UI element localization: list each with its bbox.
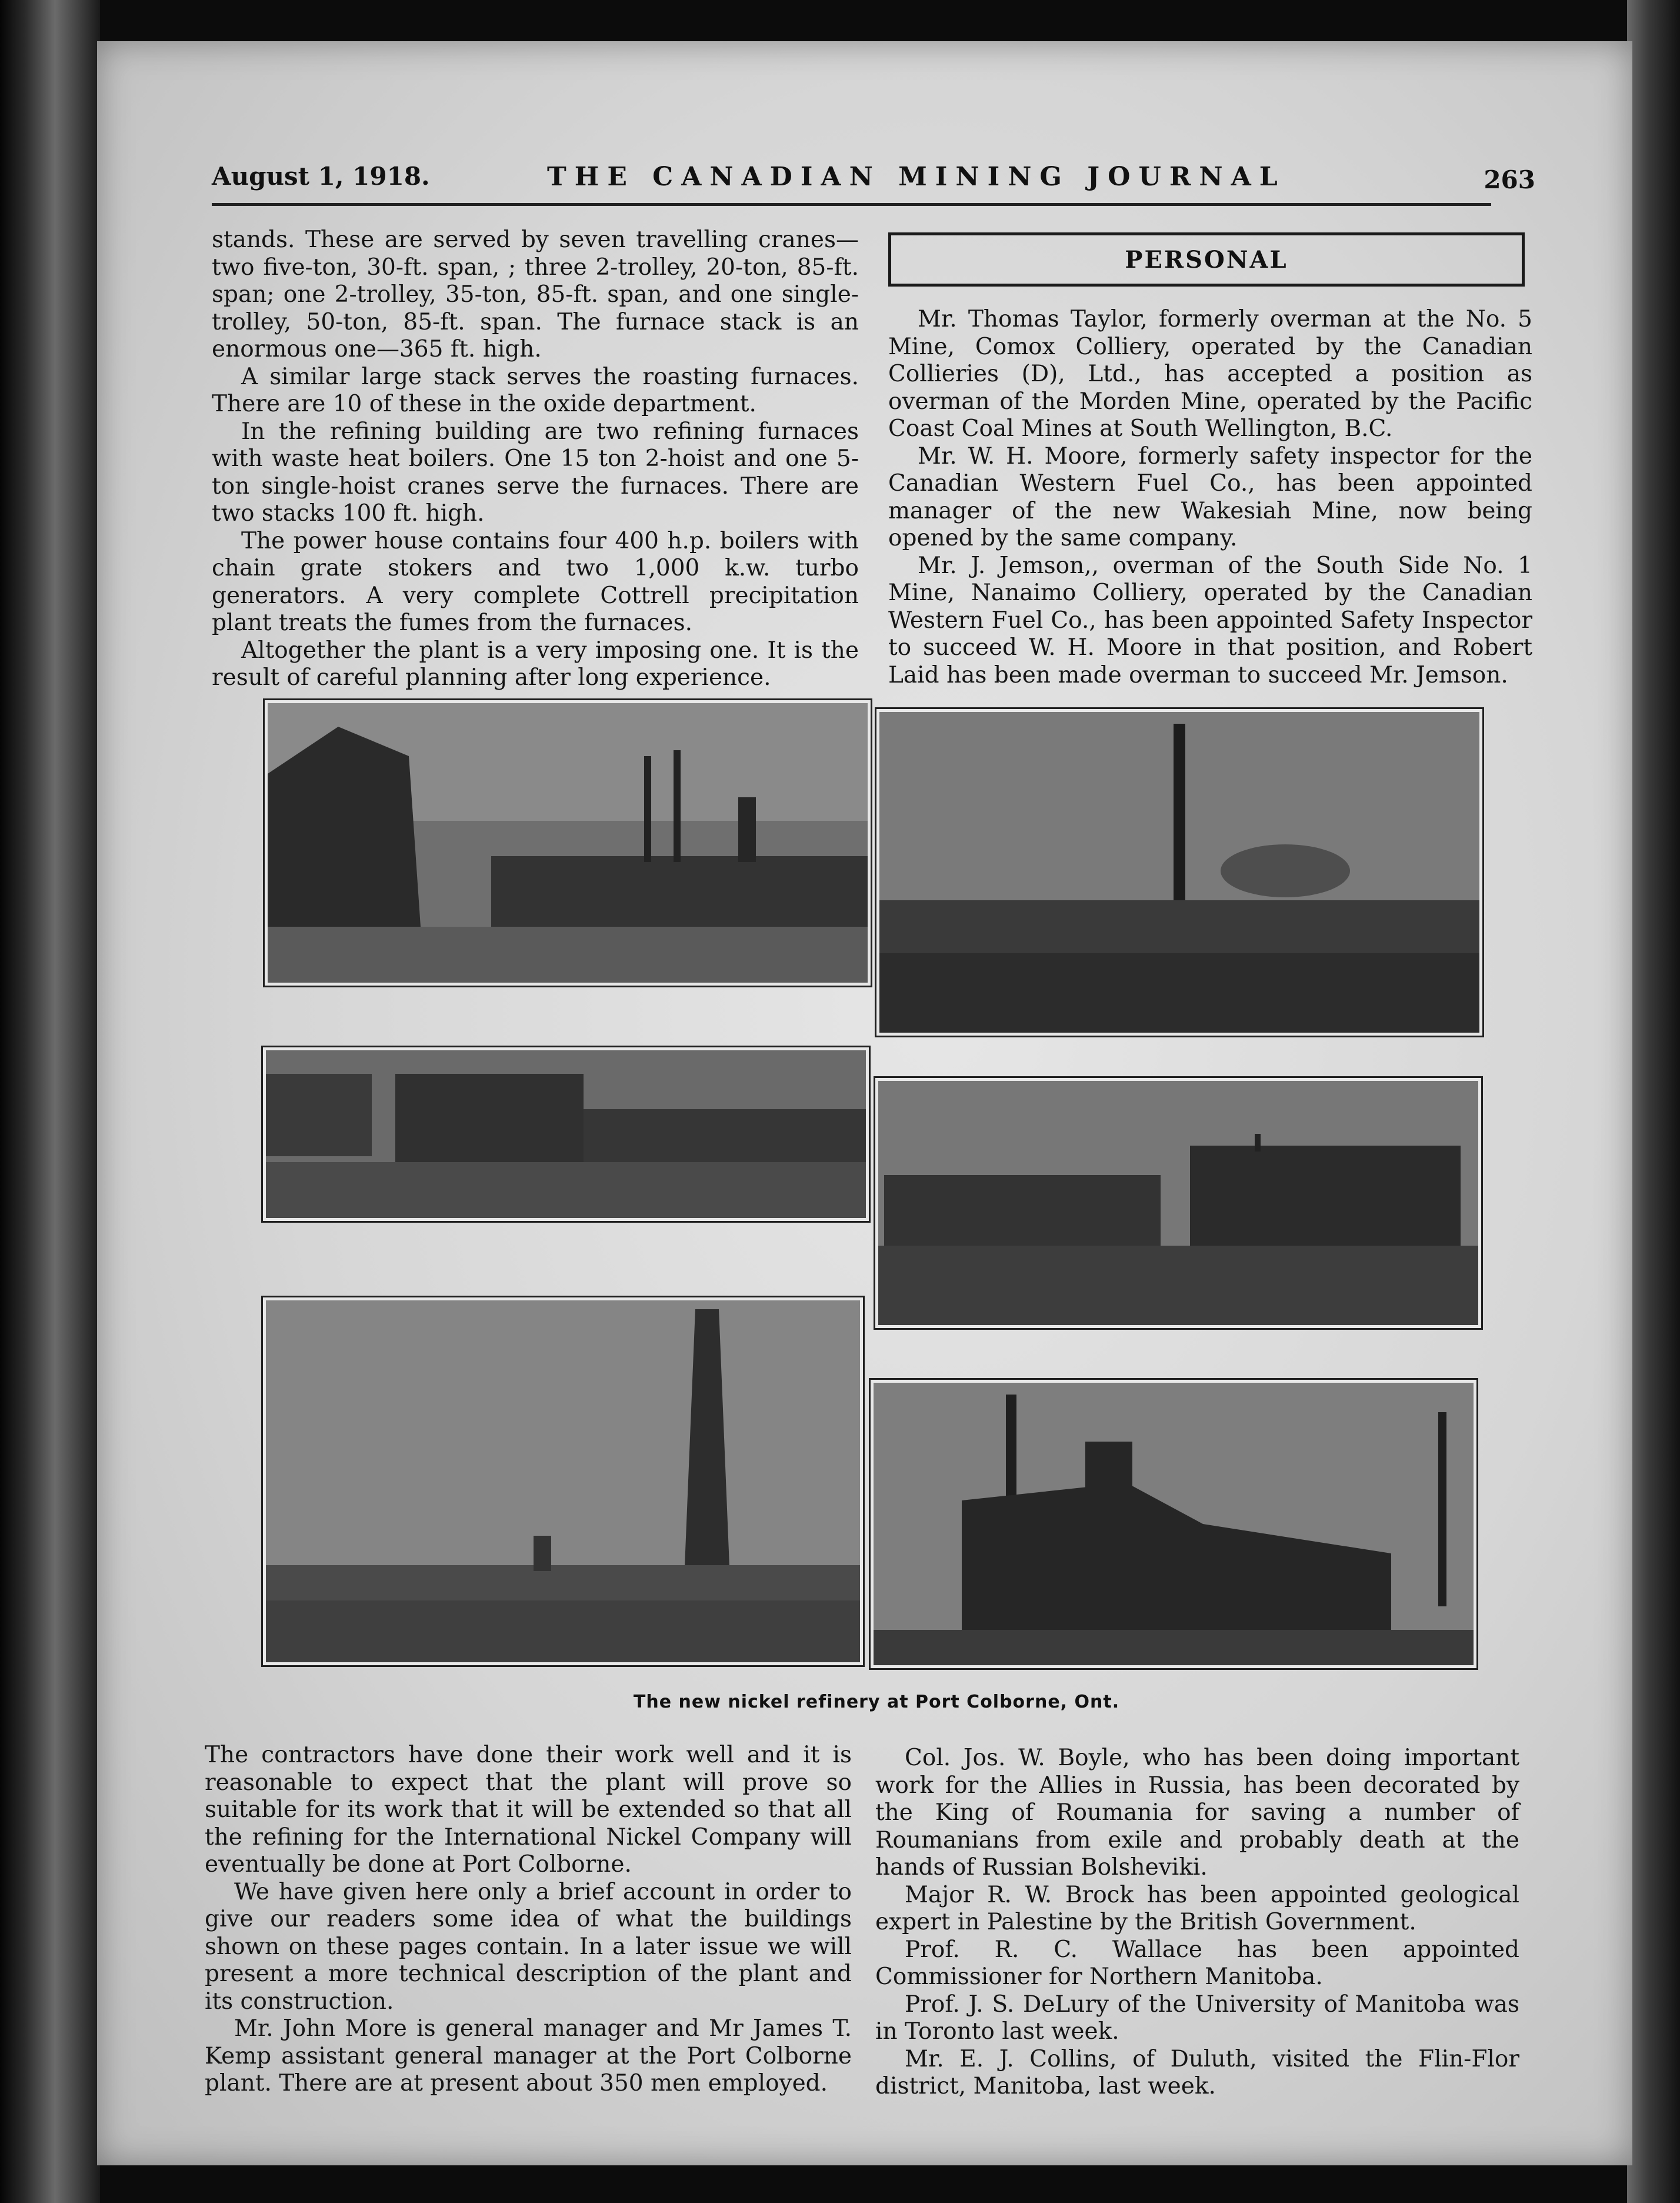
paragraph: In the refining building are two refining furnaces with waste heat boilers. One 15 ton 2-hoist and one 5-ton single-hoist cranes serve the furnaces. There are two stacks 100 ft. high. xyxy=(212,418,859,527)
page-number: 263 xyxy=(1484,165,1535,194)
paragraph: Col. Jos. W. Boyle, who has been doing important work for the Allies in Russia, has been decorated by the King of Roumania for saving a number of Roumanians from exile and probably death at the hands of Russian Bolsheviki. xyxy=(875,1745,1519,1881)
personal-heading: PERSONAL xyxy=(1125,245,1288,274)
paragraph: We have given here only a brief account in order to give our readers some idea of what the buildings shown on these pages contain. In a later issue we will present a more technical description of the plant and its construction. xyxy=(205,1878,852,2015)
paragraph: Mr. Thomas Taylor, formerly overman at the No. 5 Mine, Comox Colliery, operated by the Canadian Collieries (D), Ltd., has accepted a position as overman of the Morden Mine, operated by the Pacific Coast Coal Mines at South Wellington, B.C. xyxy=(888,306,1532,442)
personal-heading-box xyxy=(888,232,1525,287)
book-spine-shadow xyxy=(0,0,100,2203)
photo-chimney-stack-on-plain xyxy=(263,1297,863,1665)
running-head xyxy=(212,162,1535,203)
paragraph: Mr. John More is general manager and Mr James T. Kemp assistant general manager at the Port Colborne plant. There are at present about 350 men employed. xyxy=(205,2015,852,2096)
paragraph: Mr. W. H. Moore, formerly safety inspector for the Canadian Western Fuel Co., has been appointed manager of the new Wakesiah Mine, now being opened by the same company. xyxy=(888,442,1532,551)
photo-tall-stack-over-building xyxy=(876,709,1482,1036)
photo-gas-holder-and-buildings xyxy=(263,1047,869,1221)
personal-column-continued xyxy=(875,1745,1519,2101)
paragraph: Mr. J. Jemson,, overman of the South Side No. 1 Mine, Nanaimo Colliery, operated by the Canadian Western Fuel Co., has been appointed Safety Inspector to succeed W. H. Moore in that position, and Robert Laid has been made overman to succeed Mr. Jemson. xyxy=(888,552,1532,688)
paragraph: The contractors have done their work well and it is reasonable to expect that the plant will prove so suitable for its work that it will be extended so that all the refining for the International Nickel Company will eventually be done at Port Colborne. xyxy=(205,1742,852,1878)
paragraph: A similar large stack serves the roasting furnaces. There are 10 of these in the oxide department. xyxy=(212,363,859,417)
photo-brick-building-and-shed xyxy=(875,1078,1481,1328)
issue-date: August 1, 1918. xyxy=(212,162,430,191)
article-column-bottom-left xyxy=(205,1742,852,2098)
personal-column xyxy=(888,306,1532,689)
page-edge-shadow xyxy=(1627,0,1680,2203)
paragraph: Altogether the plant is a very imposing one. It is the result of careful planning after long experience. xyxy=(212,637,859,691)
photo-brick-refinery-with-chimneys xyxy=(871,1380,1476,1668)
photo-refinery-building-with-stacks xyxy=(265,700,871,986)
paragraph: Mr. E. J. Collins, of Duluth, visited the Flin-Flor district, Manitoba, last week. xyxy=(875,2045,1519,2099)
header-rule xyxy=(212,203,1491,206)
journal-title: THE CANADIAN MINING JOURNAL xyxy=(547,162,1286,192)
figure-caption: The new nickel refinery at Port Colborne, Ont. xyxy=(633,1692,1120,1712)
paragraph: Major R. W. Brock has been appointed geological expert in Palestine by the British Government. xyxy=(875,1881,1519,1935)
paragraph: Prof. J. S. DeLury of the University of Manitoba was in Toronto last week. xyxy=(875,1991,1519,2045)
paragraph: The power house contains four 400 h.p. boilers with chain grate stokers and two 1,000 k.w. turbo generators. A very complete Cottrell precipitation plant treats the fumes from the furnaces. xyxy=(212,527,859,636)
paragraph: Prof. R. C. Wallace has been appointed Commissioner for Northern Manitoba. xyxy=(875,1936,1519,1990)
article-column-top-left xyxy=(212,227,859,692)
paragraph: stands. These are served by seven travelling cranes— two five-ton, 30-ft. span, ; three 2-trolley, 20-ton, 85-ft. span; one 2-trolley, 35-ton, 85-ft. span, and one single-trolley, 50-ton, 85-ft. span. The furnace stack is an enormous one—365 ft. high. xyxy=(212,227,859,362)
